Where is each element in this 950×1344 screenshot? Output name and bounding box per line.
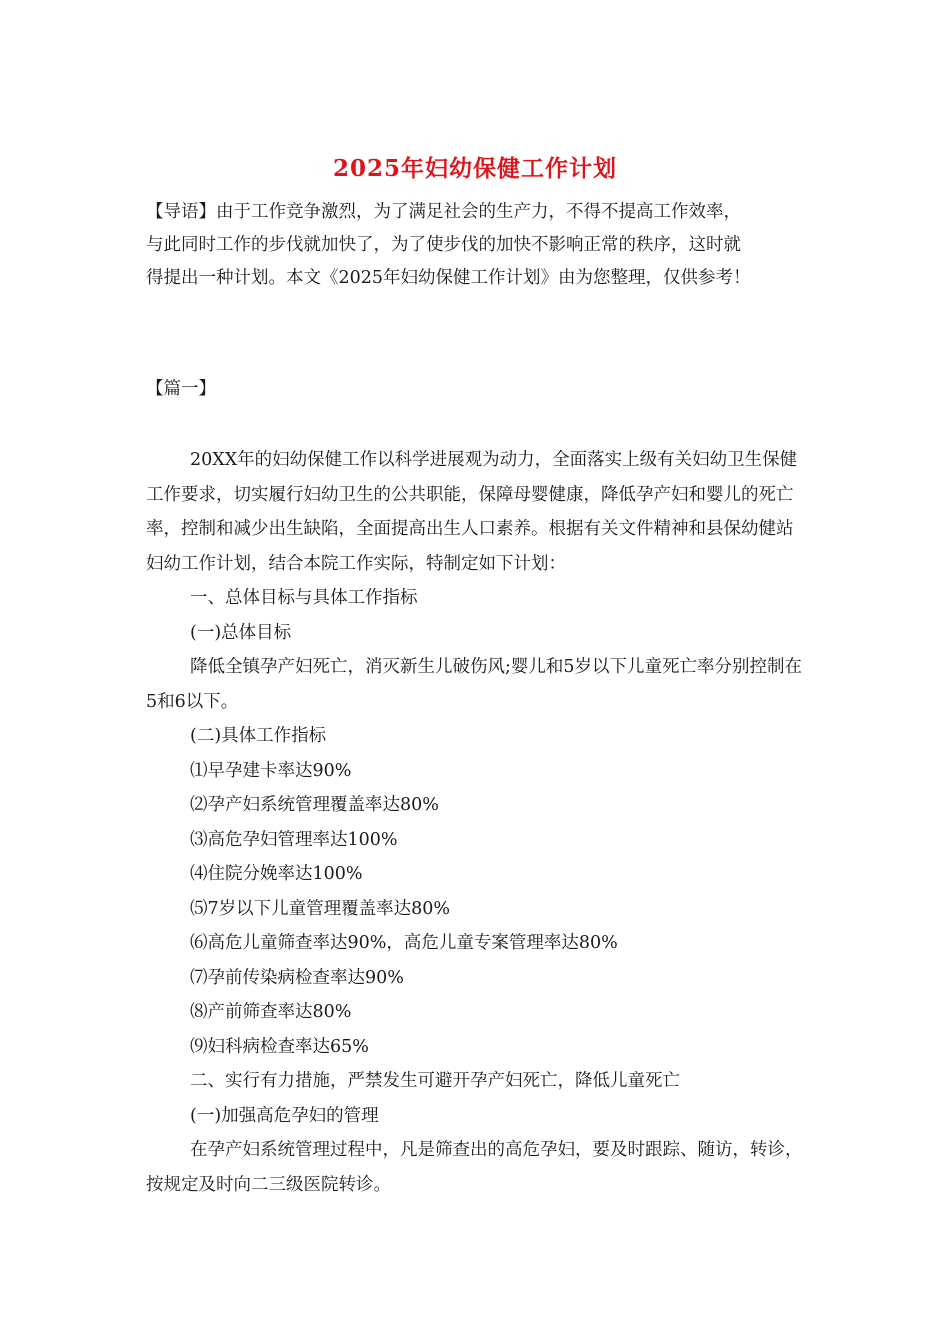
list-item: ⑵孕产妇系统管理覆盖率达80%	[190, 795, 439, 815]
section-heading: 二、实行有力措施，严禁发生可避开孕产妇死亡，降低儿童死亡	[190, 1071, 680, 1091]
list-item: ⑺孕前传染病检查率达90%	[190, 967, 404, 988]
body-paragraph: 20XX年的妇幼保健工作以科学进展观为动力，全面落实上级有关妇幼卫生保健工作要求，切实履行妇幼卫生的公共职能，保障母婴健康，降低孕产妇和婴儿的死亡率，控制和减少出生缺陷，全面提高出生人口素养。根据有关文件精神和县保幼健站妇幼工作计划，结合本院工作实际，特制定如下计划：	[146, 450, 798, 574]
list-item: ⑼妇科病检查率达65%	[190, 1036, 369, 1057]
section-label: 【篇一】	[146, 379, 216, 399]
intro-paragraph	[146, 196, 806, 295]
intro-line: 得提出一种计划。本文《2025年妇幼保健工作计划》由为您整理，仅供参考！	[146, 268, 751, 288]
list-item: ⑴早孕建卡率达90%	[190, 760, 352, 781]
list-item: ⑶高危孕妇管理率达100%	[190, 829, 398, 850]
section-heading: 一、总体目标与具体工作指标	[190, 588, 418, 608]
subsection-heading: (一)加强高危孕妇的管理	[190, 1105, 379, 1126]
intro-line: 【导语】由于工作竞争激烈，为了满足社会的生产力，不得不提高工作效率，	[146, 202, 741, 222]
body-paragraph: 在孕产妇系统管理过程中，凡是筛查出的高危孕妇，要及时跟踪、随访，转诊，按规定及时向二三级医院转诊。	[146, 1140, 803, 1195]
subsection-heading: (二)具体工作指标	[190, 726, 327, 746]
body-paragraph: 降低全镇孕产妇死亡，消灭新生儿破伤风;婴儿和5岁以下儿童死亡率分别控制在5和6以下。	[146, 657, 803, 712]
document-body	[146, 443, 806, 1202]
intro-line: 与此同时工作的步伐就加快了，为了使步伐的加快不影响正常的秩序，这时就	[146, 235, 741, 255]
list-item: ⑹高危儿童筛查率达90%，高危儿童专案管理率达80%	[190, 933, 618, 953]
list-item: ⑸7岁以下儿童管理覆盖率达80%	[190, 898, 451, 919]
document-title: 2025年妇幼保健工作计划	[332, 155, 617, 182]
list-item: ⑷住院分娩率达100%	[190, 864, 363, 884]
list-item: ⑻产前筛查率达80%	[190, 1002, 352, 1022]
subsection-heading: (一)总体目标	[190, 622, 292, 643]
